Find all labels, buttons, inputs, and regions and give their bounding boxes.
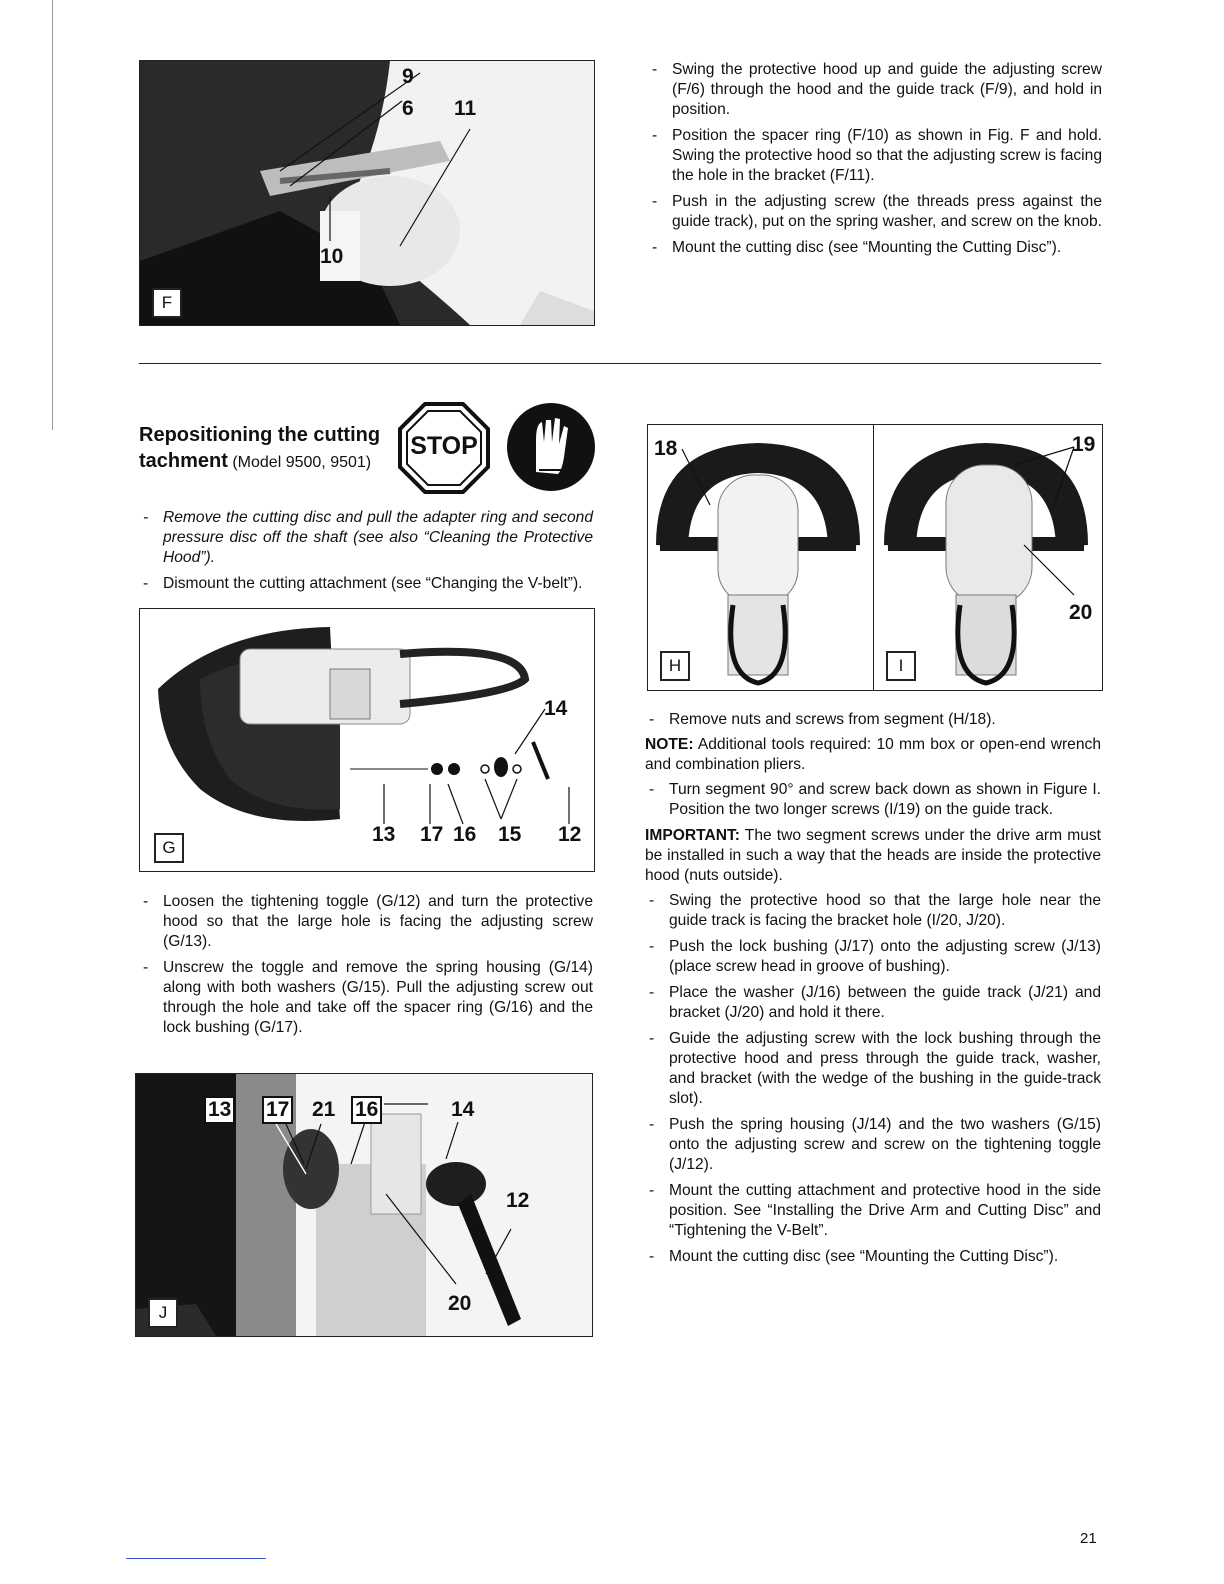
figure-j [135,1073,593,1337]
callout-g-15: 15 [498,823,522,846]
list-item: - Mount the cutting attachment and protective hood in the side position. See “Installing the Drive Arm and Cutting Disc” and “Tightening the V-Belt”. [645,1181,1101,1241]
callout-j-13: 13 [204,1096,235,1124]
figure-f [139,60,595,326]
heading-line-2-bold: tachment [139,450,228,472]
figure-f-label: F [152,288,182,318]
figure-g [139,608,595,872]
figure-g-label: G [154,833,184,863]
step-list-right-a [645,710,1101,736]
list-item: - Mount the cutting disc (see “Mounting the Cutting Disc”). [648,238,1102,258]
gloves-icon [506,402,596,492]
callout-g-14: 14 [544,697,568,720]
page-number: 21 [1080,1530,1097,1547]
heading-line-2 [139,448,399,476]
list-item: - Loosen the tightening toggle (G/12) and turn the protective hood so that the large hole is facing the adjusting screw (G/13). [139,892,593,952]
callout-j-16: 16 [351,1096,382,1124]
list-item: - Turn segment 90° and screw back down as shown in Figure I. Position the two longer screws (I/19) on the guide track. [645,780,1101,820]
figure-i [873,424,1103,691]
note-label: NOTE: [645,736,694,753]
section-heading [139,422,399,476]
callout-g-17: 17 [420,823,444,846]
section-divider [139,363,1101,364]
callout-f-6: 6 [402,97,414,120]
callout-j-21: 21 [312,1098,336,1121]
list-item: - Dismount the cutting attachment (see “Changing the V-belt”). [139,574,593,594]
important-paragraph [645,826,1101,886]
list-item: - Swing the protective hood so that the large hole near the guide track is facing the bracket hole (I/20, J/20). [645,891,1101,931]
step-list-left-2 [139,892,593,1044]
callout-j-20: 20 [448,1292,472,1315]
list-item: - Position the spacer ring (F/10) as shown in Fig. F and hold. Swing the protective hood so that the adjusting screw is facing the hole in the bracket (F/11). [648,126,1102,186]
footer-line [126,1558,266,1559]
note-text: Additional tools required: 10 mm box or open-end wrench and combination pliers. [645,736,1101,773]
callout-f-9: 9 [402,65,414,88]
heading-line-1: Repositioning the cutting [139,424,381,446]
callout-j-12: 12 [506,1189,530,1212]
list-item: - Place the washer (J/16) between the guide track (J/21) and bracket (J/20) and hold it there. [645,983,1101,1023]
figure-f-photo [140,61,594,325]
list-item: - Remove the cutting disc and pull the adapter ring and second pressure disc off the shaft (see also “Cleaning the Protective Hood”). [139,508,593,568]
callout-f-10: 10 [320,245,344,268]
stop-sign-text: STOP [410,432,478,460]
callout-i-20: 20 [1069,601,1093,624]
step-list-right-c [645,891,1101,1273]
figure-h-label: H [660,651,690,681]
list-item: - Push the spring housing (J/14) and the two washers (G/15) onto the adjusting screw and screw on the tightening toggle (J/12). [645,1115,1101,1175]
list-item: - Push the lock bushing (J/17) onto the adjusting screw (J/13) (place screw head in groove of bushing). [645,937,1101,977]
figure-h [647,424,875,691]
callout-h-18: 18 [654,437,678,460]
figure-g-photo [140,609,594,871]
callout-i-19: 19 [1072,433,1096,456]
callout-j-17: 17 [262,1096,293,1124]
important-text: The two segment screws under the drive arm must be installed in such a way that the heads are inside the protective hood (nuts outside). [645,827,1101,884]
figure-j-label: J [148,1298,178,1328]
callout-g-16: 16 [453,823,477,846]
step-list-right-b [645,780,1101,826]
note-paragraph [645,735,1101,775]
list-item: - Remove nuts and screws from segment (H/18). [645,710,1101,730]
stop-sign-icon [398,402,490,494]
list-item: - Mount the cutting disc (see “Mounting the Cutting Disc”). [645,1247,1101,1267]
list-item: - Unscrew the toggle and remove the spring housing (G/14) along with both washers (G/15). Pull the adjusting screw out through the hole and take off the spacer ring (G/16) and the lock bushing (G/17). [139,958,593,1038]
list-item: - Push in the adjusting screw (the threads press against the guide track), put on the spring washer, and screw on the knob. [648,192,1102,232]
binding-margin-line [52,0,53,430]
figure-i-label: I [886,651,916,681]
callout-g-12: 12 [558,823,582,846]
callout-j-14: 14 [451,1098,475,1121]
heading-line-2-model: (Model 9500, 9501) [227,454,372,471]
step-list-left-1 [139,508,593,600]
list-item: - Guide the adjusting screw with the lock bushing through the protective hood and press through the guide track, washer, and bracket (with the wedge of the bushing in the guide-track slot). [645,1029,1101,1109]
callout-g-13: 13 [372,823,396,846]
important-label: IMPORTANT: [645,827,740,844]
step-list-top-right [648,60,1102,264]
list-item: - Swing the protective hood up and guide the adjusting screw (F/6) through the hood and the guide track (F/9), and hold in position. [648,60,1102,120]
callout-f-11: 11 [454,97,477,120]
